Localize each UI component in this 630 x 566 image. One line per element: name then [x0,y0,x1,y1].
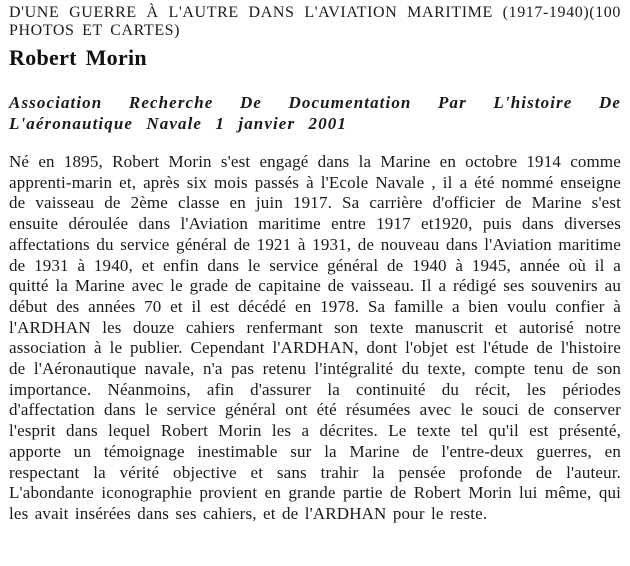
body-paragraph: Né en 1895, Robert Morin s'est engagé dans la Marine en octobre 1914 comme apprenti-marin et, après six mois passés à l'Ecole Navale , il a été nommé enseigne de vaisseau de 2ème classe en juin 1917. Sa carrière d'officier de Marine s'est ensuite déroulée dans l'Aviation maritime entre 1917 et1920, puis dans diverses affectations du service général de 1921 à 1931, de nouveau dans l'Aviation maritime de 1931 à 1940, et enfin dans le service général de 1940 à 1945, année où il a quitté la Marine avec le grade de capitaine de vaisseau. Il a rédigé ses souvenirs au début des années 70 et il est décédé en 1978. Sa famille a bien voulu confier à l'ARDHAN les douze cahiers renfermant son texte manuscrit et autorisé notre association à le publier. Cependant l'ARDHAN, dont l'objet est l'étude de l'histoire de l'Aéronautique navale, n'a pas retenu l'intégralité du texte, compte tenu de son importance. Néanmoins, afin d'assurer la continuité du récit, les périodes d'affectation dans le service général ont été résumées avec le souci de conserver l'esprit dans lequel Robert Morin les a décrites. Le texte tel qu'il est présenté, apporte un témoignage inestimable sur la Marine de l'entre-deux guerres, en respectant la vérité objective et sans trahir la pensée profonde de l'auteur. L'abondante iconographie provient en grande partie de Robert Morin lui même, qui les avait insérées dans ses cahiers, et de l'ARDHAN pour le reste. [9,152,621,523]
author-name: Robert Morin [9,45,147,70]
document-title: D'UNE GUERRE À L'AUTRE DANS L'AVIATION MARITIME (1917-1940)(100 PHOTOS ET CARTES) [9,4,621,39]
publication-info: Association Recherche De Documentation Par L'histoire De L'aéronautique Navale 1 janvier 2001 [9,93,621,133]
